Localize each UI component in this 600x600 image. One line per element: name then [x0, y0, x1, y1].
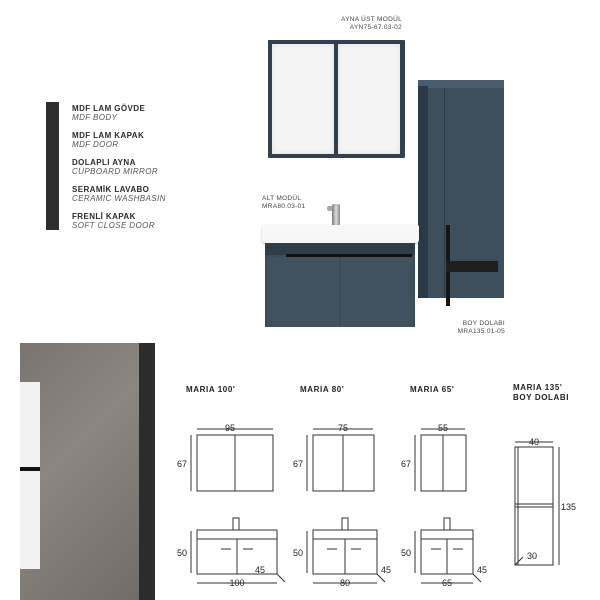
model-title: MARIA 65'	[410, 385, 455, 394]
tall-caption	[445, 320, 505, 336]
cabinet-handle	[286, 254, 412, 257]
feature-accent-bar	[46, 102, 59, 230]
tall-caption-name: BOY DOLABI	[462, 320, 505, 327]
cabinet-door-left	[267, 257, 339, 327]
feature-title: MDF LAM GÖVDE	[72, 104, 146, 113]
feature-subtitle: MDF BODY	[72, 113, 118, 123]
tall-cabinet-image	[418, 80, 504, 298]
dim-mirror-width: 95	[224, 423, 236, 433]
dim-tall-width: 40	[528, 437, 540, 447]
technical-drawings	[175, 415, 595, 600]
dim-tall-height: 135	[561, 502, 577, 512]
dim-depth: 45	[477, 565, 488, 575]
tall-model-title: MARIA 135' BOY DOLABI	[513, 383, 570, 402]
mirror-caption-name: AYNA ÜST MODÜL	[340, 16, 402, 23]
open-shelf	[446, 261, 498, 272]
mirror-pane-left	[272, 44, 334, 154]
dim-depth: 45	[255, 565, 266, 575]
feature-subtitle: CUPBOARD MIRROR	[72, 167, 159, 177]
dim-base-width: 80	[339, 578, 351, 588]
feature-subtitle: MDF DOOR	[72, 140, 119, 150]
base-cabinet-image	[265, 243, 415, 327]
dim-mirror-height: 67	[400, 459, 411, 469]
mirror-pane-right	[338, 44, 400, 154]
faucet-image	[332, 204, 340, 226]
feature-subtitle: CERAMIC WASHBASIN	[72, 194, 166, 204]
feature-subtitle: SOFT CLOSE DOOR	[72, 221, 155, 231]
dim-mirror-height: 67	[292, 459, 303, 469]
dim-tall-depth: 30	[527, 551, 538, 561]
door-handle	[446, 272, 450, 306]
washbasin-image	[262, 225, 419, 243]
base-caption-name: ALT MODÜL	[262, 195, 302, 202]
mirror-caption	[334, 16, 402, 32]
feature-title: FRENLİ KAPAK	[72, 212, 136, 221]
feature-item	[72, 185, 252, 203]
door-handle	[446, 225, 450, 261]
mirror-cabinet-image	[268, 40, 405, 158]
feature-item	[72, 131, 252, 149]
feature-item	[72, 212, 252, 230]
cabinet-door-right	[341, 257, 413, 327]
dim-mirror-width: 55	[437, 423, 449, 433]
dim-base-height: 50	[176, 548, 187, 558]
model-title: MARIA 100'	[186, 385, 236, 394]
dim-base-width: 100	[229, 578, 245, 588]
tall-caption-code: MRA135.01-05	[457, 327, 505, 335]
mirror-caption-code: AYN75-67.03-02	[349, 23, 402, 31]
dim-mirror-height: 67	[176, 459, 187, 469]
base-caption-code: MRA80.03-01	[262, 202, 306, 210]
dim-mirror-width: 75	[337, 423, 349, 433]
dim-base-width: 65	[441, 578, 453, 588]
feature-title: DOLAPLI AYNA	[72, 158, 136, 167]
feature-title: SERAMİK LAVABO	[72, 185, 150, 194]
feature-item	[72, 158, 252, 176]
dim-base-height: 50	[400, 548, 411, 558]
dim-base-height: 50	[292, 548, 303, 558]
feature-item	[72, 104, 252, 122]
base-caption	[262, 195, 305, 211]
feature-title: MDF LAM KAPAK	[72, 131, 145, 140]
dim-depth: 45	[381, 565, 392, 575]
model-title: MARIA 80'	[300, 385, 345, 394]
material-closeup-photo	[20, 343, 155, 600]
